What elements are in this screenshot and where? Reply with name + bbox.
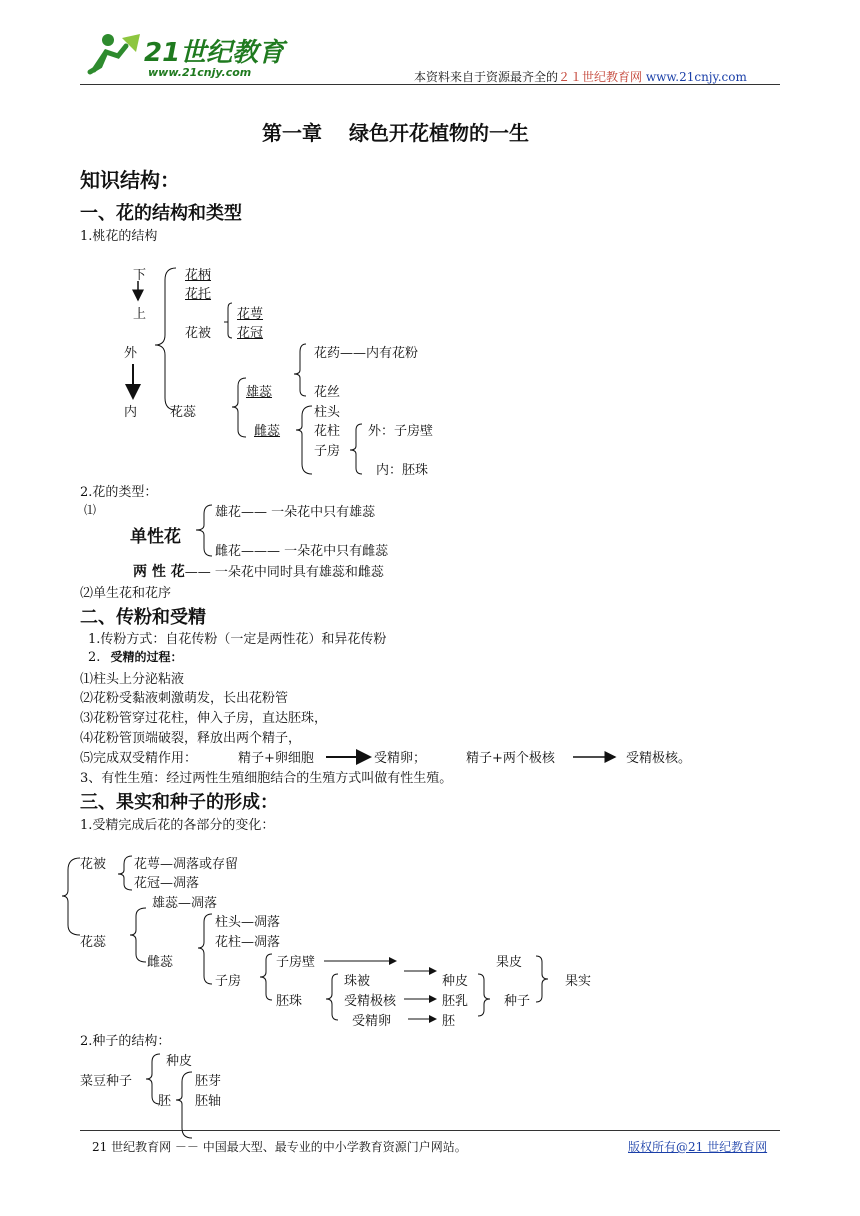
fert-step2: ⑵花粉受黏液刺激萌发，长出花粉管	[80, 691, 289, 706]
bisex-text: —— 一朵花中同时具有雄蕊和雌蕊	[184, 565, 384, 580]
d2-endosperm: 胚乳	[442, 994, 469, 1009]
d1-down: 下	[133, 268, 147, 283]
d2-petal: 花冠—凋落	[134, 876, 200, 891]
d2-stigma: 柱头—凋落	[215, 915, 281, 930]
footer-copyright[interactable]: 版权所有@21 世纪教育网	[628, 1140, 768, 1154]
d1-stalk: 花柄	[185, 268, 212, 283]
section3-sub1: 1.受精完成后花的各部分的变化：	[80, 818, 275, 833]
brace-d2-ovary	[260, 954, 272, 1000]
header-note-num: ２１	[558, 70, 583, 84]
d2-seed: 种子	[504, 994, 531, 1009]
d1-receptacle: 花托	[185, 287, 212, 302]
brace-stamen	[294, 344, 306, 396]
logo-text: 21世纪教育	[144, 38, 285, 68]
section1-heading: 一、花的结构和类型	[80, 203, 242, 224]
brace-d2-seed	[478, 974, 490, 1016]
fert-sperm-egg: 精子+卵细胞	[238, 751, 314, 766]
brace-ovary	[350, 424, 362, 474]
section2-heading: 二、传粉和受精	[80, 607, 206, 628]
d1-stigma: 柱头	[314, 405, 341, 420]
d1-up: 上	[133, 307, 147, 322]
d1-pistil-group: 花蕊	[170, 405, 197, 420]
brace-d2-fruit	[536, 956, 548, 1002]
d3-bean: 菜豆种子	[80, 1074, 133, 1089]
d2-ovule: 胚珠	[276, 994, 303, 1009]
d1-style: 花柱	[314, 424, 341, 439]
fert-zygote: 受精卵；	[374, 751, 427, 766]
d1-pistil: 雌蕊	[254, 424, 281, 439]
brace-d3-embryo	[176, 1072, 192, 1138]
d2-stamen: 雄蕊—凋落	[152, 896, 218, 911]
d1-filament: 花丝	[314, 385, 341, 400]
d1-perianth: 花被	[185, 326, 212, 341]
section1-sub1: 1.桃花的结构	[80, 229, 158, 244]
d3-plumule: 胚芽	[195, 1074, 222, 1089]
d1-sepal: 花萼	[237, 307, 264, 322]
d3-hypocotyl: 胚轴	[195, 1094, 222, 1109]
page-title: 第一章 绿色开花植物的一生	[262, 121, 529, 145]
d2-integument: 珠被	[344, 974, 371, 989]
fertilization-num: 2.	[88, 650, 101, 665]
d1-out: 外	[124, 346, 138, 361]
d2-egg: 受精卵	[352, 1014, 392, 1029]
brace-flower	[155, 268, 176, 410]
d2-ovary-wall: 子房壁	[276, 955, 316, 970]
d2-embryo: 胚	[442, 1014, 456, 1029]
d2-seed-coat: 种皮	[442, 974, 469, 989]
fert-step5-label: ⑸完成双受精作用：	[80, 751, 198, 766]
section1-sub2: 2.花的类型：	[80, 485, 158, 500]
d1-in: 内	[124, 405, 138, 420]
header-note-url[interactable]: www.21cnjy.com	[645, 70, 747, 84]
fert-step4: ⑷花粉管顶端破裂，释放出两个精子，	[80, 731, 302, 746]
bisex-label: 两 性 花	[133, 564, 185, 580]
male-flower: 雄花—— 一朵花中只有雄蕊	[215, 505, 376, 520]
d1-ovary: 子房	[314, 444, 341, 459]
d2-ovary: 子房	[215, 974, 242, 989]
brace-pistil	[296, 406, 312, 474]
brace-d2-main	[62, 858, 80, 935]
brace-unisex	[196, 505, 212, 556]
footer-left: 21 世纪教育网 －－ 中国最大型、最专业的中小学教育资源门户网站。	[92, 1140, 467, 1154]
knowledge-heading: 知识结构：	[80, 168, 180, 192]
d1-anther: 花药——内有花粉	[314, 346, 419, 361]
header-note-prefix: 本资料来自于资源最齐全的	[414, 70, 559, 84]
fert-sperm-polar: 精子+两个极核	[466, 751, 555, 766]
fert-step1: ⑴柱头上分泌粘液	[80, 672, 185, 687]
d1-outer: 外：子房壁	[368, 424, 434, 439]
d2-pistil: 雌蕊	[147, 955, 174, 970]
female-flower: 雌花——— 一朵花中只有雌蕊	[215, 544, 389, 559]
brace-perianth	[224, 303, 232, 338]
section3-sub2: 2.种子的结构：	[80, 1034, 171, 1049]
d2-sepal: 花萼—凋落或存留	[134, 857, 239, 872]
d1-petal: 花冠	[237, 326, 264, 341]
section3-heading: 三、果实和种子的形成：	[80, 792, 278, 813]
brace-d2-ovule	[326, 974, 338, 1020]
d2-polar: 受精极核	[344, 994, 397, 1009]
fert-polar-result: 受精极核。	[626, 751, 692, 766]
brace-d2-pistil	[198, 914, 212, 984]
pollination-methods: 1.传粉方式：自花传粉（一定是两性花）和异花传粉	[88, 632, 387, 647]
logo-url: www.21cnjy.com	[148, 66, 252, 79]
d2-fruit: 果实	[565, 974, 592, 989]
fert-step3: ⑶花粉管穿过花柱，伸入子房，直达胚珠，	[80, 711, 328, 726]
unisex-flower: 单性花	[130, 527, 181, 547]
d1-stamen: 雄蕊	[246, 385, 273, 400]
d3-coat: 种皮	[166, 1054, 193, 1069]
types-item1: ⑴	[84, 503, 97, 517]
sexual-reproduction: 3、有性生殖：经过两性生殖细胞结合的生殖方式叫做有性生殖。	[80, 771, 453, 786]
fertilization-title: 受精的过程：	[110, 650, 183, 664]
brace-d2-perianth	[118, 856, 132, 890]
d2-style: 花柱—凋落	[215, 935, 281, 950]
brace-d2-pistil-group	[130, 908, 146, 962]
d2-pericarp: 果皮	[496, 955, 523, 970]
d2-pistil-group: 花蕊	[80, 935, 107, 950]
brace-stamen-pistil	[232, 378, 246, 437]
d1-inner: 内：胚珠	[376, 463, 429, 478]
header-note-site: 世纪教育网	[582, 70, 643, 84]
d3-embryo: 胚	[158, 1094, 172, 1109]
types-item2: ⑵单生花和花序	[80, 586, 172, 601]
brace-d3-seed	[146, 1054, 160, 1104]
d2-perianth: 花被	[80, 857, 107, 872]
